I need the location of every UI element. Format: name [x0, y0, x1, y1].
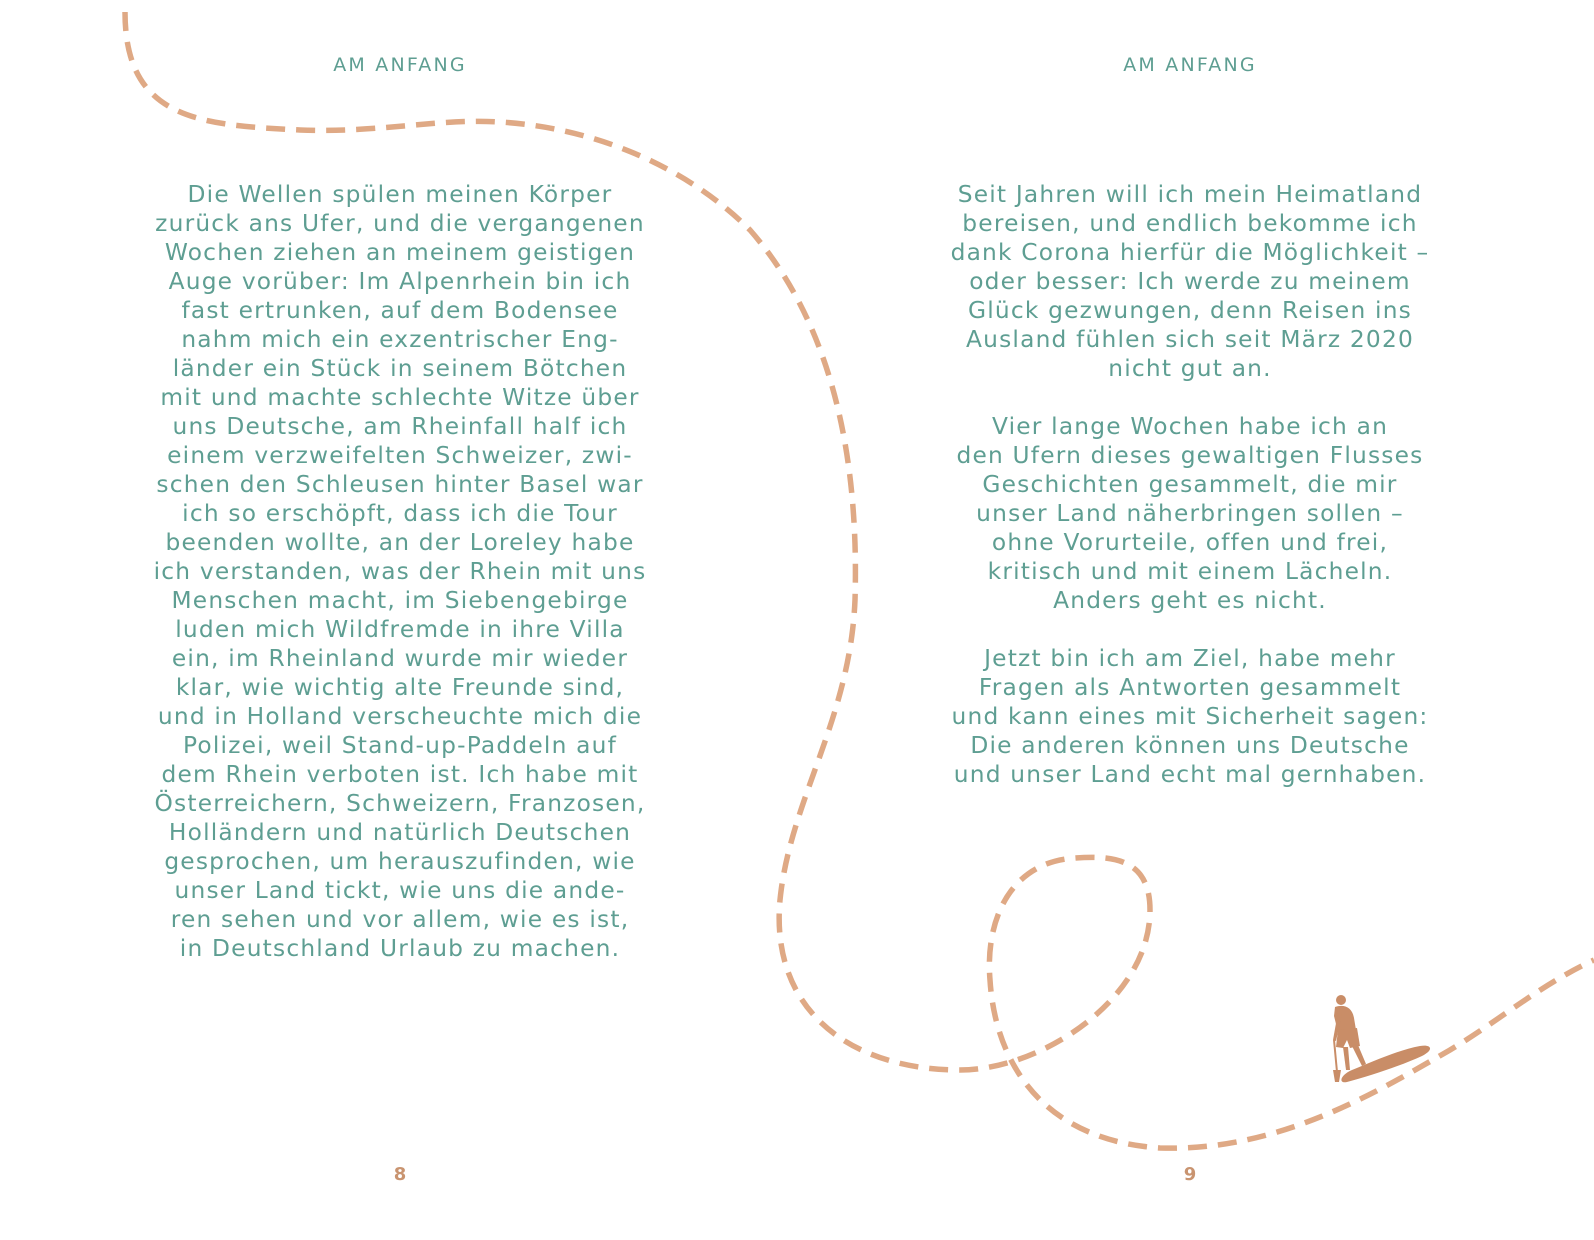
text-line: und kann eines mit Sicherheit sagen: [951, 703, 1429, 730]
text-line: luden mich Wildfremde in ihre Villa [175, 616, 625, 643]
text-line: nicht gut an. [1108, 355, 1272, 382]
text-line: fast ertrunken, auf dem Bodensee [181, 297, 619, 324]
text-line: nahm mich ein exzentrischer Eng- [181, 326, 619, 353]
text-line: Auge vorüber: Im Alpenrhein bin ich [168, 268, 632, 295]
text-line: ren sehen und vor allem, wie es ist, [170, 906, 630, 933]
text-line: gesprochen, um herauszufinden, wie [164, 848, 636, 875]
text-line: klar, wie wichtig alte Freunde sind, [175, 674, 625, 701]
text-line: Polizei, weil Stand-up-Paddeln auf [183, 732, 617, 759]
running-head-left: AM ANFANG [333, 54, 467, 76]
text-line: Glück gezwungen, denn Reisen ins [967, 297, 1413, 324]
page-number-right: 9 [1183, 1164, 1197, 1185]
text-line: den Ufern dieses gewaltigen Flusses [956, 442, 1424, 469]
text-line: Österreichern, Schweizern, Franzosen, [154, 790, 646, 817]
text-line: dank Corona hierfür die Möglichkeit – [950, 239, 1430, 266]
text-line: dem Rhein verboten ist. Ich habe mit [161, 761, 639, 788]
text-line: uns Deutsche, am Rheinfall half ich [172, 413, 628, 440]
text-line: Die Wellen spülen meinen Körper [187, 181, 613, 208]
text-line: beenden wollte, an der Loreley habe [165, 529, 635, 556]
text-line: Ausland fühlen sich seit März 2020 [965, 326, 1414, 353]
text-line: ein, im Rheinland wurde mir wieder [171, 645, 629, 672]
paragraph [905, 644, 1475, 789]
text-line: und unser Land echt mal gernhaben. [953, 761, 1427, 788]
text-line: unser Land tickt, wie uns die ande- [174, 877, 626, 904]
left-body-text [120, 180, 680, 992]
paragraph [120, 180, 680, 963]
text-line: Holländern und natürlich Deutschen [168, 819, 632, 846]
text-line: kritisch und mit einem Lächeln. [987, 558, 1393, 585]
text-line: Fragen als Antworten gesammelt [978, 674, 1402, 701]
text-line: mit und machte schlechte Witze über [160, 384, 640, 411]
text-line: ohne Vorurteile, offen und frei, [991, 529, 1389, 556]
right-page [905, 0, 1475, 1240]
text-line: Die anderen können uns Deutsche [970, 732, 1410, 759]
text-line: einem verzweifelten Schweizer, zwi- [167, 442, 633, 469]
text-line: Anders geht es nicht. [1053, 587, 1327, 614]
text-line: Seit Jahren will ich mein Heimatland [957, 181, 1423, 208]
text-line: Jetzt bin ich am Ziel, habe mehr [984, 645, 1396, 672]
text-line: oder besser: Ich werde zu meinem [969, 268, 1411, 295]
paragraph [905, 412, 1475, 615]
text-line: schen den Schleusen hinter Basel war [156, 471, 644, 498]
right-body-text [905, 180, 1475, 818]
left-page [120, 0, 680, 1240]
page-number-left: 8 [393, 1164, 407, 1185]
text-line: und in Holland verscheuchte mich die [157, 703, 643, 730]
text-line: ich verstanden, was der Rhein mit uns [153, 558, 647, 585]
text-line: Wochen ziehen an meinem geistigen [164, 239, 636, 266]
paragraph [905, 180, 1475, 383]
text-line: in Deutschland Urlaub zu machen. [179, 935, 621, 962]
text-line: länder ein Stück in seinem Bötchen [172, 355, 628, 382]
text-line: bereisen, und endlich bekomme ich [962, 210, 1418, 237]
text-line: Geschichten gesammelt, die mir [982, 471, 1398, 498]
text-line: Menschen macht, im Siebengebirge [171, 587, 629, 614]
running-head-right: AM ANFANG [1123, 54, 1257, 76]
text-line: ich so erschöpft, dass ich die Tour [182, 500, 618, 527]
text-line: Vier lange Wochen habe ich an [991, 413, 1389, 440]
text-line: unser Land näherbringen sollen – [976, 500, 1404, 527]
text-line: zurück ans Ufer, und die vergangenen [155, 210, 645, 237]
